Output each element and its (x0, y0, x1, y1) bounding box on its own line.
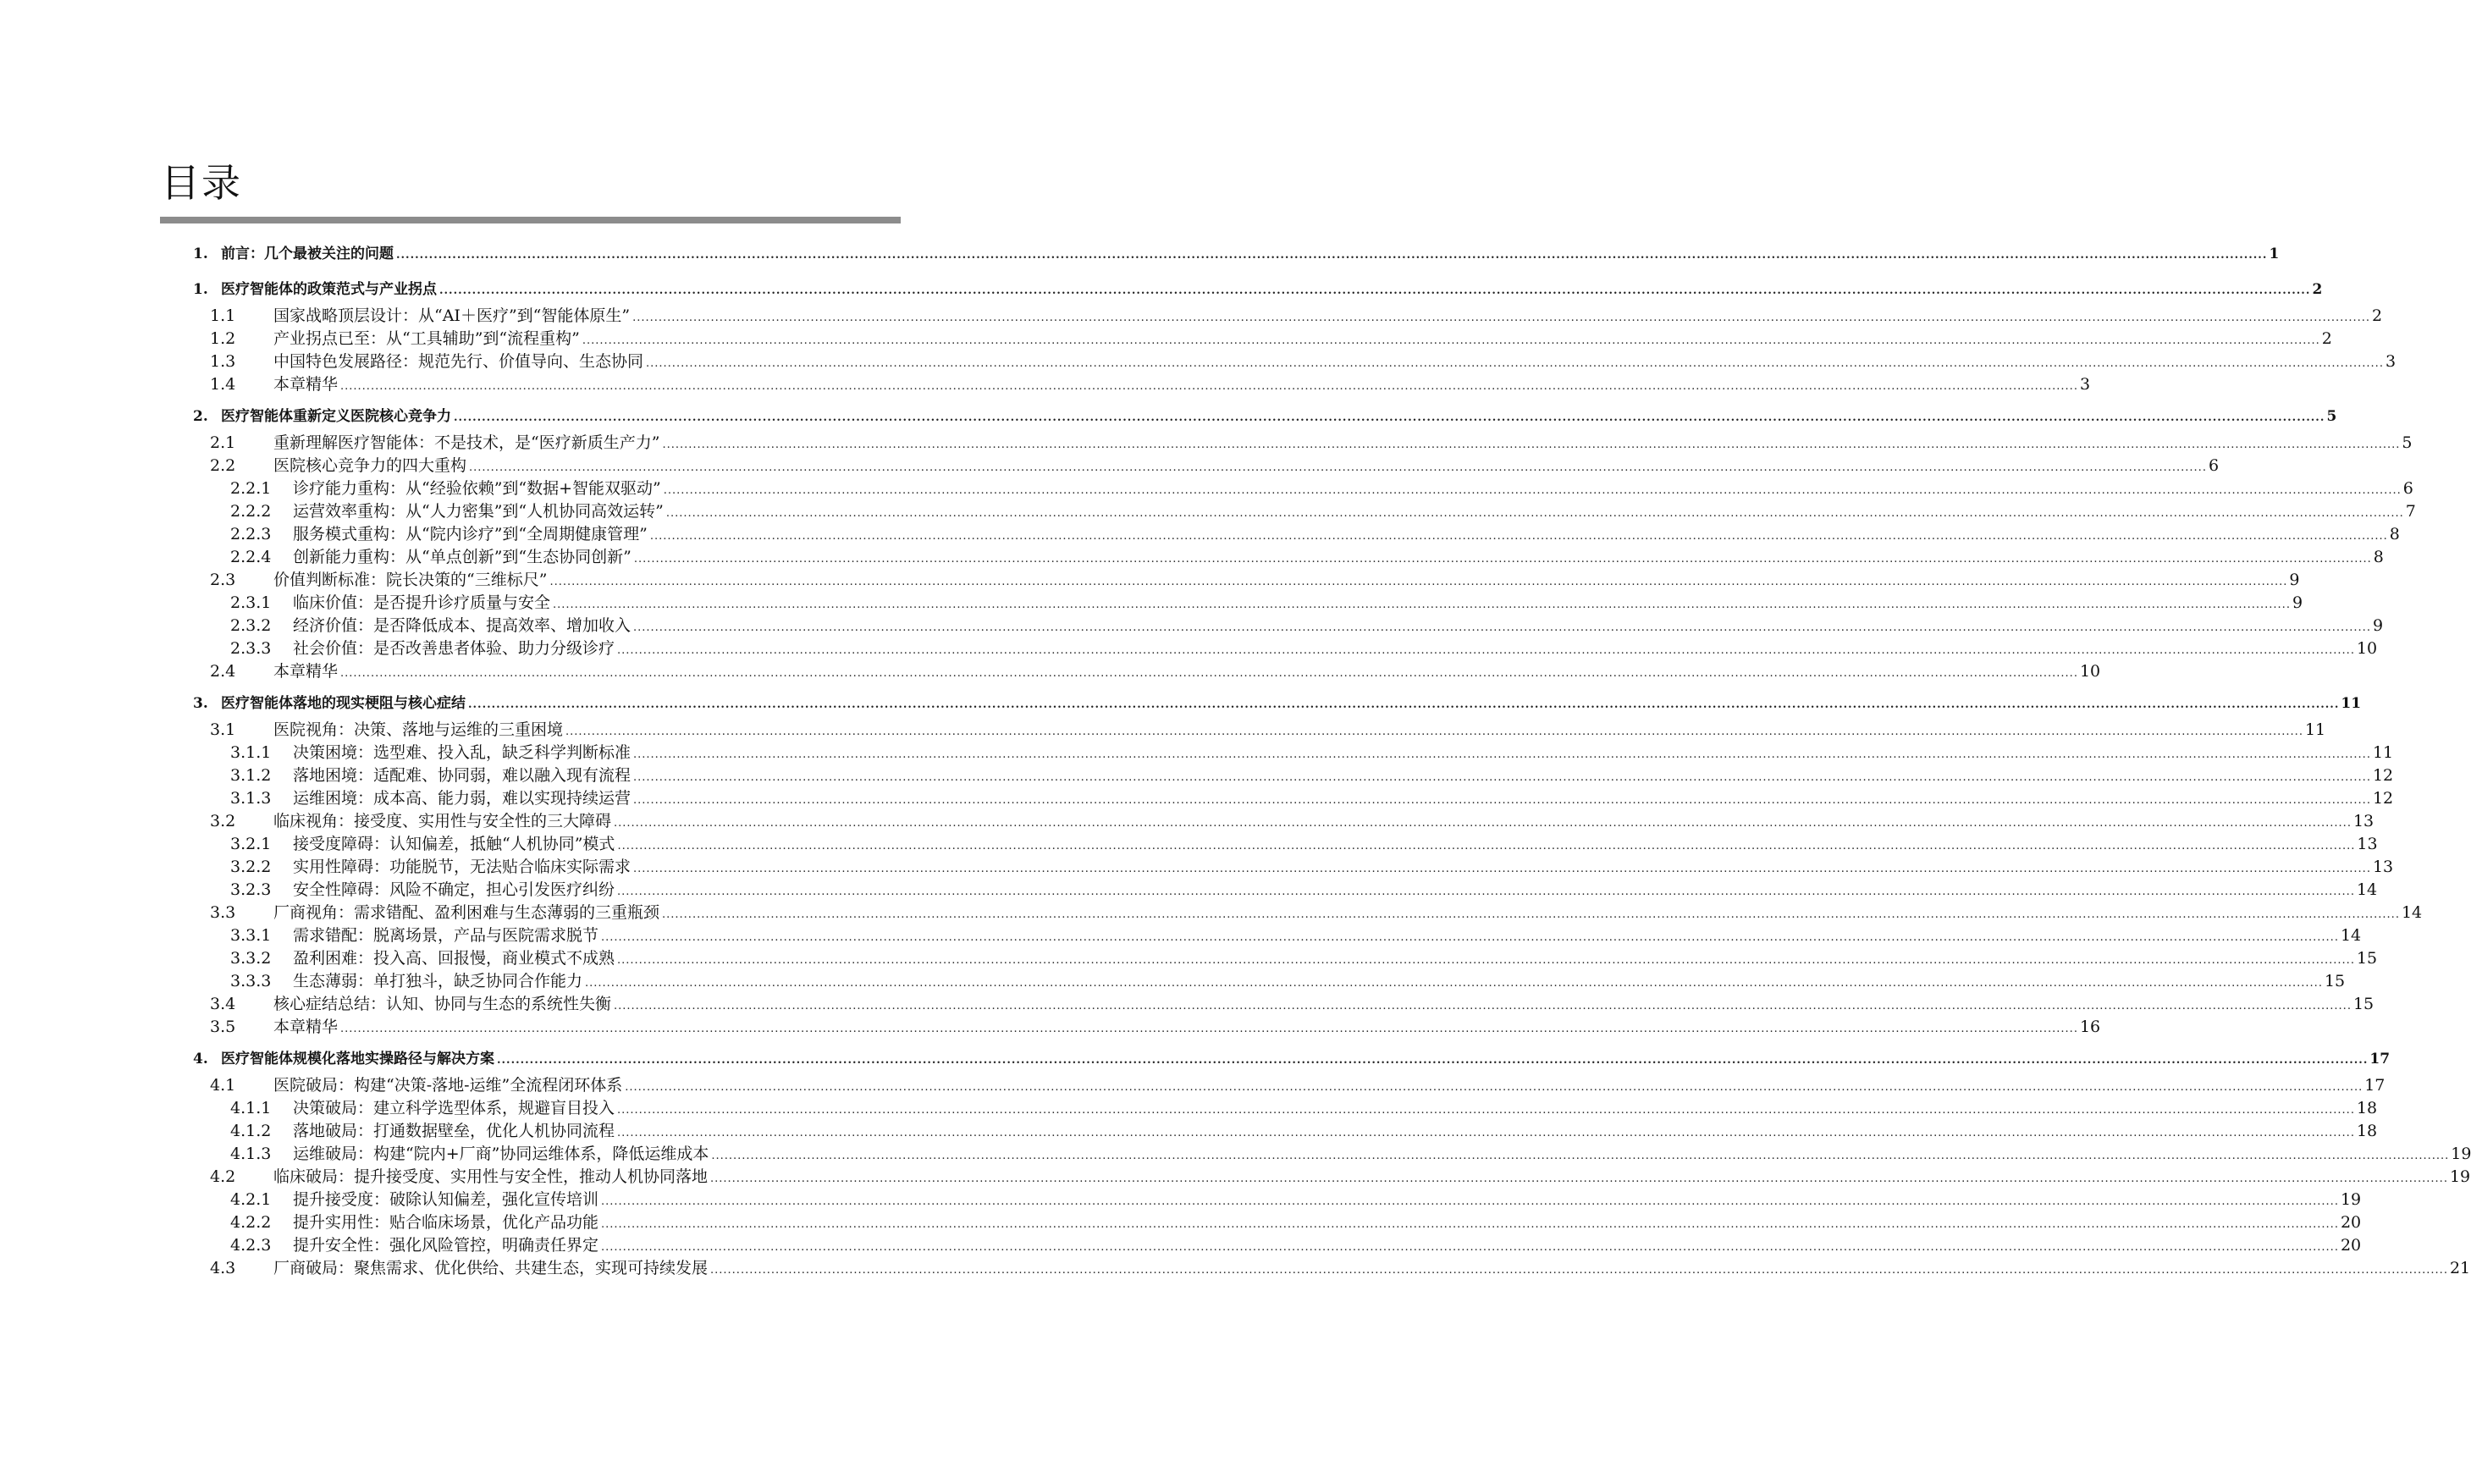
toc-entry-title: 社会价值：是否改善患者体验、助力分级诊疗 (293, 639, 615, 658)
dot-leader: ................................................................................................................................................................................................................................................................................................................................................................................................................ (649, 530, 2388, 543)
toc-entry-number: 3.3 (210, 903, 236, 922)
toc-entry-number: 3.2.3 (230, 880, 272, 899)
toc-entry-number: 2.2 (210, 456, 236, 475)
toc-entry-page-number: 9 (2289, 571, 2300, 589)
dot-leader: ................................................................................................................................................................................................................................................................................................................................................................................................................ (601, 1218, 2339, 1231)
toc-entry-number: 2.3.2 (230, 616, 272, 635)
toc-entry-title: 经济价值：是否降低成本、提高效率、增加收入 (293, 616, 632, 635)
toc-section-entry[interactable] (161, 1166, 2471, 1189)
toc-subsection-entry[interactable] (161, 615, 2384, 637)
toc-section-entry[interactable] (161, 1016, 2101, 1039)
dot-leader: ................................................................................................................................................................................................................................................................................................................................................................................................................ (468, 698, 2340, 711)
toc-entry-page-number: 9 (2372, 616, 2384, 635)
toc-subsection-entry[interactable] (161, 637, 2378, 660)
toc-entry-title: 本章精华 (273, 375, 339, 394)
dot-leader: ................................................................................................................................................................................................................................................................................................................................................................................................................ (646, 357, 2384, 370)
toc-entry-number: 1.2 (210, 329, 236, 348)
toc-entry-number: 2.2.4 (230, 548, 272, 566)
toc-entry-page-number: 15 (2356, 949, 2378, 968)
dot-leader: ................................................................................................................................................................................................................................................................................................................................................................................................................ (439, 284, 2311, 297)
dot-leader: ................................................................................................................................................................................................................................................................................................................................................................................................................ (617, 885, 2355, 898)
dot-leader: ................................................................................................................................................................................................................................................................................................................................................................................................................ (601, 1195, 2339, 1208)
toc-entry-number: 4.2.1 (230, 1190, 272, 1209)
dot-leader: ................................................................................................................................................................................................................................................................................................................................................................................................................ (633, 748, 2371, 761)
toc-entry-number: 3.1 (210, 720, 236, 739)
toc-entry-title: 厂商破局：聚焦需求、优化供给、共建生态，实现可持续发展 (273, 1259, 709, 1277)
dot-leader: ................................................................................................................................................................................................................................................................................................................................................................................................................ (617, 954, 2355, 967)
toc-subsection-entry[interactable] (161, 833, 2378, 856)
toc-entry-page-number: 15 (2324, 972, 2346, 990)
toc-section-entry[interactable] (161, 432, 2413, 455)
toc-entry-number: 2.1 (210, 433, 236, 452)
toc-entry-page-number: 2 (2321, 329, 2332, 348)
toc-entry-page-number: 11 (2372, 743, 2394, 762)
toc-entry-page-number: 20 (2340, 1213, 2362, 1232)
toc-entry-title: 安全性障碍：风险不确定，担心引发医疗纠纷 (293, 880, 615, 899)
toc-chapter-entry[interactable] (161, 274, 2323, 305)
toc-entry-title: 运维困境：成本高、能力弱，难以实现持续运营 (293, 789, 632, 808)
toc-entry-title: 本章精华 (273, 1018, 339, 1036)
toc-entry-title: 生态薄弱：单打独斗，缺乏协同合作能力 (293, 972, 583, 990)
toc-entry-page-number: 19 (2449, 1167, 2471, 1186)
toc-section-entry[interactable] (161, 993, 2374, 1016)
toc-entry-page-number: 19 (2451, 1145, 2471, 1163)
toc-entry-page-number: 2 (2312, 281, 2323, 298)
toc-entry-page-number: 17 (2364, 1076, 2386, 1095)
table-of-contents (161, 239, 2471, 1280)
toc-entry-number: 2.3.1 (230, 593, 272, 612)
toc-section-entry[interactable] (161, 810, 2374, 833)
dot-leader: ................................................................................................................................................................................................................................................................................................................................................................................................................ (633, 771, 2371, 784)
dot-leader: ................................................................................................................................................................................................................................................................................................................................................................................................................ (710, 1172, 2448, 1185)
toc-chapter-entry[interactable] (161, 688, 2362, 719)
toc-entry-page-number: 12 (2372, 766, 2394, 785)
toc-entry-number: 3.4 (210, 995, 236, 1013)
toc-entry-title: 运维破局：构建“院内+厂商”协同运维体系，降低运维成本 (293, 1145, 709, 1163)
toc-entry-title: 提升接受度：破除认知偏差，强化宣传培训 (293, 1190, 599, 1209)
dot-leader: ................................................................................................................................................................................................................................................................................................................................................................................................................ (662, 439, 2401, 451)
toc-entry-page-number: 12 (2372, 789, 2394, 808)
toc-entry-number: 4.2.2 (230, 1213, 272, 1232)
toc-entry-number: 1.3 (210, 352, 236, 371)
toc-entry-page-number: 8 (2373, 548, 2384, 566)
toc-entry-page-number: 16 (2079, 1018, 2101, 1036)
dot-leader: ................................................................................................................................................................................................................................................................................................................................................................................................................ (617, 644, 2355, 657)
toc-entry-title: 价值判断标准：院长决策的“三维标尺” (273, 571, 548, 589)
toc-entry-title: 提升实用性：贴合临床场景，优化产品功能 (293, 1213, 599, 1232)
dot-leader: ................................................................................................................................................................................................................................................................................................................................................................................................................ (553, 599, 2291, 611)
toc-entry-title: 决策困境：选型难、投入乱，缺乏科学判断标准 (293, 743, 632, 762)
toc-entry-page-number: 13 (2372, 858, 2394, 876)
toc-entry-page-number: 6 (2208, 456, 2220, 475)
toc-entry-page-number: 18 (2356, 1099, 2378, 1117)
toc-entry-title: 接受度障碍：认知偏差，抵触“人机协同”模式 (293, 835, 615, 853)
toc-entry-title: 运营效率重构：从“人力密集”到“人机协同高效运转” (293, 502, 664, 521)
dot-leader: ................................................................................................................................................................................................................................................................................................................................................................................................................ (340, 667, 2078, 680)
dot-leader: ................................................................................................................................................................................................................................................................................................................................................................................................................ (497, 1054, 2369, 1067)
toc-entry-number: 4.2.3 (230, 1236, 272, 1255)
dot-leader: ................................................................................................................................................................................................................................................................................................................................................................................................................ (711, 1150, 2450, 1162)
dot-leader: ................................................................................................................................................................................................................................................................................................................................................................................................................ (582, 334, 2320, 347)
dot-leader: ................................................................................................................................................................................................................................................................................................................................................................................................................ (601, 931, 2339, 944)
dot-leader: ................................................................................................................................................................................................................................................................................................................................................................................................................ (614, 1000, 2352, 1012)
toc-entry-title: 医院核心竞争力的四大重构 (273, 456, 467, 475)
toc-subsection-entry[interactable] (161, 523, 2400, 546)
toc-subsection-entry[interactable] (161, 546, 2384, 569)
toc-section-entry[interactable] (161, 569, 2300, 592)
toc-subsection-entry[interactable] (161, 592, 2303, 615)
dot-leader: ................................................................................................................................................................................................................................................................................................................................................................................................................ (340, 380, 2078, 393)
dot-leader: ................................................................................................................................................................................................................................................................................................................................................................................................................ (469, 461, 2207, 474)
toc-section-entry[interactable] (161, 328, 2332, 350)
toc-entry-number: 4.1 (210, 1076, 236, 1095)
toc-entry-number: 3.1.3 (230, 789, 272, 808)
toc-entry-number: 4. (193, 1051, 208, 1067)
toc-entry-number: 3. (193, 695, 208, 712)
toc-chapter-entry[interactable] (161, 239, 2280, 269)
dot-leader: ................................................................................................................................................................................................................................................................................................................................................................................................................ (585, 977, 2323, 990)
toc-entry-number: 4.1.1 (230, 1099, 272, 1117)
toc-subsection-entry[interactable] (161, 1189, 2362, 1211)
toc-entry-number: 3.5 (210, 1018, 236, 1036)
toc-entry-number: 3.2.1 (230, 835, 272, 853)
toc-entry-title: 诊疗能力重构：从“经验依赖”到“数据+智能双驱动” (293, 479, 661, 498)
toc-entry-number: 2.2.3 (230, 525, 272, 543)
page-title: 目录 (161, 160, 242, 206)
title-divider (160, 217, 901, 223)
toc-section-entry[interactable] (161, 305, 2383, 328)
toc-section-entry[interactable] (161, 902, 2423, 924)
toc-entry-page-number: 10 (2356, 639, 2378, 658)
dot-leader: ................................................................................................................................................................................................................................................................................................................................................................................................................ (665, 507, 2404, 520)
dot-leader: ................................................................................................................................................................................................................................................................................................................................................................................................................ (617, 1127, 2355, 1139)
toc-entry-page-number: 9 (2292, 593, 2303, 612)
toc-entry-title: 医疗智能体重新定义医院核心竞争力 (221, 408, 451, 425)
toc-subsection-entry[interactable] (161, 1211, 2362, 1234)
toc-subsection-entry[interactable] (161, 879, 2378, 902)
toc-entry-number: 2.3 (210, 571, 236, 589)
dot-leader: ................................................................................................................................................................................................................................................................................................................................................................................................................ (662, 908, 2400, 921)
toc-section-entry[interactable] (161, 1074, 2386, 1097)
dot-leader: ................................................................................................................................................................................................................................................................................................................................................................................................................ (617, 1104, 2355, 1117)
toc-entry-page-number: 8 (2389, 525, 2400, 543)
toc-entry-title: 临床破局：提升接受度、实用性与安全性，推动人机协同落地 (273, 1167, 709, 1186)
toc-entry-number: 4.1.2 (230, 1122, 272, 1140)
toc-section-entry[interactable] (161, 660, 2101, 683)
toc-entry-number: 3.1.2 (230, 766, 272, 785)
toc-entry-title: 盈利困难：投入高、回报慢，商业模式不成熟 (293, 949, 615, 968)
toc-entry-title: 本章精华 (273, 662, 339, 681)
toc-entry-number: 3.1.1 (230, 743, 272, 762)
toc-entry-page-number: 5 (2402, 433, 2413, 452)
toc-entry-number: 2.4 (210, 662, 236, 681)
toc-entry-title: 厂商视角：需求错配、盈利困难与生态薄弱的三重瓶颈 (273, 903, 660, 922)
dot-leader: ................................................................................................................................................................................................................................................................................................................................................................................................................ (614, 817, 2352, 830)
toc-entry-page-number: 14 (2401, 903, 2423, 922)
toc-section-entry[interactable] (161, 1257, 2471, 1280)
toc-entry-title: 医疗智能体的政策范式与产业拐点 (221, 281, 437, 298)
toc-section-entry[interactable] (161, 350, 2397, 373)
toc-entry-number: 2. (193, 408, 208, 425)
toc-section-entry[interactable] (161, 719, 2326, 742)
toc-entry-page-number: 5 (2326, 408, 2337, 425)
toc-entry-title: 落地困境：适配难、协同弱，难以融入现有流程 (293, 766, 632, 785)
toc-subsection-entry[interactable] (161, 924, 2362, 947)
toc-chapter-entry[interactable] (161, 401, 2337, 432)
toc-entry-title: 中国特色发展路径：规范先行、价值导向、生态协同 (273, 352, 644, 371)
toc-entry-page-number: 11 (2304, 720, 2326, 739)
toc-entry-page-number: 6 (2402, 479, 2413, 498)
dot-leader: ................................................................................................................................................................................................................................................................................................................................................................................................................ (625, 1081, 2363, 1094)
toc-entry-number: 3.3.1 (230, 926, 272, 945)
toc-entry-number: 3.2.2 (230, 858, 272, 876)
toc-subsection-entry[interactable] (161, 764, 2394, 787)
toc-entry-title: 核心症结总结：认知、协同与生态的系统性失衡 (273, 995, 612, 1013)
dot-leader: ................................................................................................................................................................................................................................................................................................................................................................................................................ (633, 621, 2371, 634)
dot-leader: ................................................................................................................................................................................................................................................................................................................................................................................................................ (663, 484, 2402, 497)
toc-entry-title: 医院破局：构建“决策-落地-运维”全流程闭环体系 (273, 1076, 623, 1095)
toc-chapter-entry[interactable] (161, 1044, 2391, 1074)
dot-leader: ................................................................................................................................................................................................................................................................................................................................................................................................................ (633, 794, 2371, 807)
dot-leader: ................................................................................................................................................................................................................................................................................................................................................................................................................ (340, 1023, 2078, 1035)
toc-entry-title: 国家战略顶层设计：从“AI＋医疗”到“智能体原生” (273, 306, 631, 325)
toc-entry-title: 医疗智能体规模化落地实操路径与解决方案 (221, 1051, 494, 1067)
toc-entry-title: 实用性障碍：功能脱节，无法贴合临床实际需求 (293, 858, 632, 876)
toc-entry-page-number: 14 (2356, 880, 2378, 899)
toc-entry-number: 4.2 (210, 1167, 236, 1186)
toc-entry-title: 临床价值：是否提升诊疗质量与安全 (293, 593, 551, 612)
toc-section-entry[interactable] (161, 455, 2220, 477)
toc-entry-page-number: 20 (2340, 1236, 2362, 1255)
toc-subsection-entry[interactable] (161, 477, 2413, 500)
toc-entry-page-number: 3 (2385, 352, 2397, 371)
toc-subsection-entry[interactable] (161, 856, 2394, 879)
toc-entry-title: 提升安全性：强化风险管控，明确责任界定 (293, 1236, 599, 1255)
toc-entry-number: 1.4 (210, 375, 236, 394)
toc-entry-page-number: 18 (2356, 1122, 2378, 1140)
toc-entry-number: 1. (193, 281, 208, 298)
toc-entry-page-number: 14 (2340, 926, 2362, 945)
toc-subsection-entry[interactable] (161, 1097, 2378, 1120)
toc-entry-number: 2.2.2 (230, 502, 272, 521)
toc-entry-title: 医院视角：决策、落地与运维的三重困境 (273, 720, 564, 739)
dot-leader: ................................................................................................................................................................................................................................................................................................................................................................................................................ (632, 312, 2371, 324)
toc-entry-number: 3.3.2 (230, 949, 272, 968)
toc-entry-title: 决策破局：建立科学选型体系，规避盲目投入 (293, 1099, 615, 1117)
toc-entry-title: 前言：几个最被关注的问题 (221, 245, 394, 262)
dot-leader: ................................................................................................................................................................................................................................................................................................................................................................................................................ (710, 1264, 2448, 1277)
dot-leader: ................................................................................................................................................................................................................................................................................................................................................................................................................ (549, 576, 2288, 588)
toc-entry-page-number: 2 (2372, 306, 2383, 325)
toc-section-entry[interactable] (161, 373, 2091, 396)
toc-entry-number: 3.3.3 (230, 972, 272, 990)
dot-leader: ................................................................................................................................................................................................................................................................................................................................................................................................................ (601, 1241, 2339, 1254)
toc-subsection-entry[interactable] (161, 947, 2378, 970)
toc-entry-page-number: 1 (2269, 245, 2280, 262)
toc-entry-title: 需求错配：脱离场景，产品与医院需求脱节 (293, 926, 599, 945)
toc-subsection-entry[interactable] (161, 787, 2394, 810)
toc-entry-page-number: 13 (2352, 812, 2374, 830)
toc-entry-title: 重新理解医疗智能体：不是技术，是“医疗新质生产力” (273, 433, 660, 452)
toc-entry-page-number: 19 (2340, 1190, 2362, 1209)
toc-entry-number: 3.2 (210, 812, 236, 830)
dot-leader: ................................................................................................................................................................................................................................................................................................................................................................................................................ (454, 411, 2325, 424)
toc-entry-number: 4.3 (210, 1259, 236, 1277)
toc-subsection-entry[interactable] (161, 742, 2394, 764)
dot-leader: ................................................................................................................................................................................................................................................................................................................................................................................................................ (633, 863, 2371, 875)
toc-entry-page-number: 7 (2405, 502, 2416, 521)
toc-entry-page-number: 21 (2449, 1259, 2471, 1277)
toc-entry-number: 1. (193, 245, 208, 262)
dot-leader: ................................................................................................................................................................................................................................................................................................................................................................................................................ (617, 840, 2356, 852)
toc-entry-title: 创新能力重构：从“单点创新”到“生态协同创新” (293, 548, 632, 566)
toc-entry-title: 服务模式重构：从“院内诊疗”到“全周期健康管理” (293, 525, 648, 543)
toc-entry-title: 落地破局：打通数据壁垒，优化人机协同流程 (293, 1122, 615, 1140)
toc-subsection-entry[interactable] (161, 970, 2346, 993)
toc-entry-page-number: 3 (2079, 375, 2091, 394)
toc-entry-title: 医疗智能体落地的现实梗阻与核心症结 (221, 695, 466, 712)
toc-entry-number: 1.1 (210, 306, 236, 325)
dot-leader: ................................................................................................................................................................................................................................................................................................................................................................................................................ (633, 553, 2372, 565)
toc-subsection-entry[interactable] (161, 1120, 2378, 1143)
toc-entry-title: 产业拐点已至：从“工具辅助”到“流程重构” (273, 329, 580, 348)
toc-subsection-entry[interactable] (161, 1234, 2362, 1257)
toc-entry-page-number: 10 (2079, 662, 2101, 681)
toc-subsection-entry[interactable] (161, 500, 2416, 523)
toc-entry-number: 2.2.1 (230, 479, 272, 498)
toc-entry-page-number: 17 (2369, 1051, 2391, 1067)
toc-entry-page-number: 11 (2341, 695, 2362, 712)
toc-entry-page-number: 15 (2352, 995, 2374, 1013)
dot-leader: ................................................................................................................................................................................................................................................................................................................................................................................................................ (396, 249, 2268, 262)
toc-entry-number: 4.1.3 (230, 1145, 272, 1163)
toc-subsection-entry[interactable] (161, 1143, 2471, 1166)
toc-entry-title: 临床视角：接受度、实用性与安全性的三大障碍 (273, 812, 612, 830)
toc-entry-page-number: 13 (2357, 835, 2378, 853)
toc-entry-number: 2.3.3 (230, 639, 272, 658)
dot-leader: ................................................................................................................................................................................................................................................................................................................................................................................................................ (565, 725, 2303, 738)
